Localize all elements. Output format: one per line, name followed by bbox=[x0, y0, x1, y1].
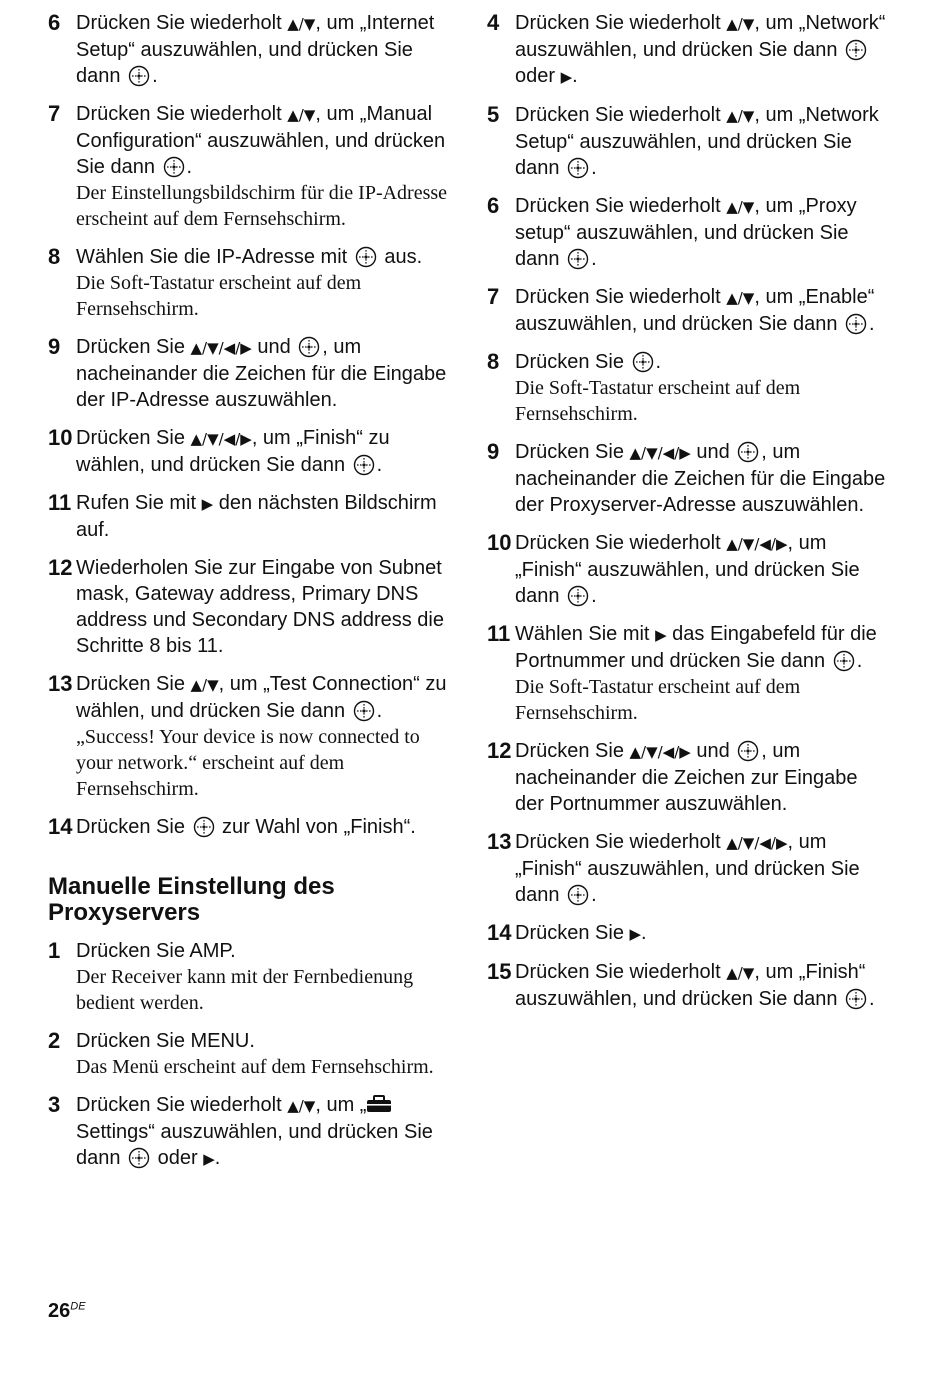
step-note: Die Soft-Tastatur erscheint auf dem Fernsehschirm. bbox=[515, 676, 801, 724]
enter-button-icon bbox=[567, 248, 589, 270]
step-12 bbox=[487, 738, 887, 817]
step-number: 9 bbox=[487, 439, 500, 464]
step-number: 13 bbox=[48, 671, 73, 696]
enter-button-icon bbox=[567, 157, 589, 179]
step-instruction: Rufen Sie mit ▶ den nächsten Bildschirm auf. bbox=[76, 492, 437, 541]
step-instruction: Drücken Sie ▲/▼, um „Test Connection“ zu wählen, und drücken Sie dann . bbox=[76, 673, 447, 722]
step-instruction: Drücken Sie wiederholt ▲/▼/◀/▶, um „Finish“ auszuwählen, und drücken Sie dann . bbox=[515, 831, 860, 906]
step-15 bbox=[487, 959, 887, 1012]
step-instruction: Drücken Sie wiederholt ▲/▼/◀/▶, um „Finish“ auszuwählen, und drücken Sie dann . bbox=[515, 532, 860, 607]
arrow-buttons-icon: ▲/▼/◀/▶ bbox=[726, 535, 788, 553]
step-9 bbox=[487, 439, 887, 518]
page-number bbox=[48, 1300, 86, 1323]
step-note: Der Receiver kann mit der Fernbedienung bedient werden. bbox=[76, 966, 414, 1014]
step-14 bbox=[487, 920, 887, 947]
enter-button-icon bbox=[128, 65, 150, 87]
enter-button-icon bbox=[567, 884, 589, 906]
step-2 bbox=[48, 1028, 448, 1080]
arrow-buttons-icon: ▲/▼/◀/▶ bbox=[629, 743, 691, 761]
enter-button-icon bbox=[845, 313, 867, 335]
step-note: Die Soft-Tastatur erscheint auf dem Fernsehschirm. bbox=[515, 377, 801, 425]
step-number: 7 bbox=[487, 284, 500, 309]
step-10 bbox=[48, 425, 448, 478]
step-number: 11 bbox=[48, 490, 72, 515]
step-list-proxy-start bbox=[48, 938, 448, 1172]
arrow-buttons-icon: ▲/▼ bbox=[726, 198, 755, 216]
enter-button-icon bbox=[355, 246, 377, 268]
step-6 bbox=[48, 10, 448, 89]
step-note: Das Menü erscheint auf dem Fernsehschirm. bbox=[76, 1056, 434, 1078]
step-number: 13 bbox=[487, 829, 512, 854]
left-column bbox=[48, 10, 448, 1184]
step-number: 6 bbox=[48, 10, 61, 35]
step-12 bbox=[48, 555, 448, 659]
step-8 bbox=[487, 349, 887, 427]
step-10 bbox=[487, 530, 887, 609]
step-3 bbox=[48, 1092, 448, 1172]
enter-button-icon bbox=[567, 585, 589, 607]
page-number-suffix: DE bbox=[70, 1300, 86, 1313]
step-number: 10 bbox=[487, 530, 512, 555]
arrow-buttons-icon: ▶ bbox=[560, 68, 573, 86]
step-6 bbox=[487, 193, 887, 272]
step-number: 12 bbox=[48, 555, 73, 580]
arrow-buttons-icon: ▲/▼/◀/▶ bbox=[190, 339, 252, 357]
step-11 bbox=[487, 621, 887, 726]
step-instruction: Wählen Sie mit ▶ das Eingabefeld für die Portnummer und drücken Sie dann . bbox=[515, 623, 877, 672]
step-instruction: Drücken Sie AMP. bbox=[76, 940, 236, 962]
step-note: Die Soft-Tastatur erscheint auf dem Fernsehschirm. bbox=[76, 272, 362, 320]
arrow-buttons-icon: ▶ bbox=[203, 1150, 215, 1168]
step-number: 15 bbox=[487, 959, 512, 984]
step-instruction: Drücken Sie wiederholt ▲/▼, um „ Settings“ auszuwählen, und drücken Sie dann oder ▶. bbox=[76, 1094, 433, 1169]
step-number: 8 bbox=[48, 244, 61, 269]
enter-button-icon bbox=[128, 1147, 150, 1169]
step-number: 7 bbox=[48, 101, 61, 126]
step-instruction: Drücken Sie . bbox=[515, 351, 662, 373]
step-instruction: Drücken Sie ▶. bbox=[515, 922, 647, 944]
step-number: 14 bbox=[487, 920, 512, 945]
enter-button-icon bbox=[833, 650, 855, 672]
step-instruction: Drücken Sie wiederholt ▲/▼, um „Finish“ auszuwählen, und drücken Sie dann . bbox=[515, 961, 875, 1010]
step-instruction: Drücken Sie wiederholt ▲/▼, um „Network Setup“ auszuwählen, und drücken Sie dann . bbox=[515, 104, 879, 179]
arrow-buttons-icon: ▲/▼ bbox=[190, 676, 219, 694]
arrow-buttons-icon: ▶ bbox=[201, 495, 214, 513]
step-number: 2 bbox=[48, 1028, 61, 1053]
step-number: 4 bbox=[487, 10, 500, 35]
step-13 bbox=[487, 829, 887, 908]
step-5 bbox=[487, 102, 887, 181]
enter-button-icon bbox=[353, 454, 375, 476]
enter-button-icon bbox=[353, 700, 375, 722]
step-instruction: Drücken Sie wiederholt ▲/▼, um „Enable“ auszuwählen, und drücken Sie dann . bbox=[515, 286, 875, 335]
toolbox-icon bbox=[366, 1095, 392, 1113]
step-instruction: Drücken Sie wiederholt ▲/▼, um „Proxy setup“ auszuwählen, und drücken Sie dann . bbox=[515, 195, 857, 270]
step-instruction: Drücken Sie wiederholt ▲/▼, um „Network“ auszuwählen, und drücken Sie dann oder ▶. bbox=[515, 12, 886, 87]
enter-button-icon bbox=[193, 816, 215, 838]
step-note: Der Einstellungsbildschirm für die IP-Adresse erscheint auf dem Fernsehschirm. bbox=[76, 182, 448, 230]
step-instruction: Drücken Sie ▲/▼/◀/▶ und , um nacheinander die Zeichen für die Eingabe der IP-Adresse auszuwählen. bbox=[76, 336, 447, 411]
step-13 bbox=[48, 671, 448, 802]
step-list-proxy-continued bbox=[487, 10, 887, 1012]
step-7 bbox=[48, 101, 448, 232]
arrow-buttons-icon: ▲/▼ bbox=[287, 1097, 316, 1115]
step-note: „Success! Your device is now connected to your network.“ erscheint auf dem Fernsehschirm. bbox=[76, 726, 420, 800]
step-number: 8 bbox=[487, 349, 500, 374]
section-heading: Manuelle Einstellung des Proxyservers bbox=[48, 873, 335, 926]
arrow-buttons-icon: ▲/▼ bbox=[726, 15, 755, 33]
step-number: 6 bbox=[487, 193, 500, 218]
step-instruction: Drücken Sie MENU. bbox=[76, 1030, 255, 1052]
step-11 bbox=[48, 490, 448, 543]
step-number: 10 bbox=[48, 425, 73, 450]
step-number: 5 bbox=[487, 102, 500, 127]
arrow-buttons-icon: ▲/▼ bbox=[726, 107, 755, 125]
arrow-buttons-icon: ▲/▼ bbox=[287, 15, 316, 33]
arrow-buttons-icon: ▲/▼/◀/▶ bbox=[629, 444, 691, 462]
arrow-buttons-icon: ▲/▼ bbox=[726, 289, 755, 307]
step-instruction: Drücken Sie ▲/▼/◀/▶ und , um nacheinander die Zeichen zur Eingabe der Portnummer auszuwählen. bbox=[515, 740, 858, 815]
page-number-value: 26 bbox=[48, 1300, 71, 1322]
arrow-buttons-icon: ▲/▼ bbox=[287, 106, 316, 124]
enter-button-icon bbox=[632, 351, 654, 373]
step-14 bbox=[48, 814, 448, 840]
step-instruction: Drücken Sie zur Wahl von „Finish“. bbox=[76, 816, 416, 838]
step-number: 14 bbox=[48, 814, 73, 839]
step-9 bbox=[48, 334, 448, 413]
step-number: 11 bbox=[487, 621, 511, 646]
step-number: 1 bbox=[48, 938, 61, 963]
step-instruction: Drücken Sie ▲/▼/◀/▶, um „Finish“ zu wählen, und drücken Sie dann . bbox=[76, 427, 390, 476]
step-instruction: Drücken Sie ▲/▼/◀/▶ und , um nacheinander die Zeichen für die Eingabe der Proxyserver-Adresse auszuwählen. bbox=[515, 441, 886, 516]
step-instruction: Drücken Sie wiederholt ▲/▼, um „Internet Setup“ auszuwählen, und drücken Sie dann . bbox=[76, 12, 435, 87]
step-instruction: Wählen Sie die IP-Adresse mit aus. bbox=[76, 246, 423, 268]
enter-button-icon bbox=[737, 740, 759, 762]
right-column bbox=[487, 10, 887, 1024]
enter-button-icon bbox=[737, 441, 759, 463]
enter-button-icon bbox=[845, 39, 867, 61]
arrow-buttons-icon: ▶ bbox=[629, 925, 642, 943]
enter-button-icon bbox=[845, 988, 867, 1010]
step-1 bbox=[48, 938, 448, 1016]
step-list-network bbox=[48, 10, 448, 840]
step-7 bbox=[487, 284, 887, 337]
step-8 bbox=[48, 244, 448, 322]
arrow-buttons-icon: ▲/▼/◀/▶ bbox=[190, 430, 252, 448]
arrow-buttons-icon: ▶ bbox=[655, 626, 667, 644]
step-instruction: Drücken Sie wiederholt ▲/▼, um „Manual Configuration“ auszuwählen, und drücken Sie dann . bbox=[76, 103, 446, 178]
step-4 bbox=[487, 10, 887, 90]
enter-button-icon bbox=[298, 336, 320, 358]
arrow-buttons-icon: ▲/▼ bbox=[726, 964, 755, 982]
step-number: 3 bbox=[48, 1092, 61, 1117]
step-number: 9 bbox=[48, 334, 61, 359]
arrow-buttons-icon: ▲/▼/◀/▶ bbox=[726, 834, 788, 852]
step-instruction: Wiederholen Sie zur Eingabe von Subnet mask, Gateway address, Primary DNS address und Secondary DNS address die Schritte 8 bis 11. bbox=[76, 557, 444, 657]
step-number: 12 bbox=[487, 738, 512, 763]
enter-button-icon bbox=[163, 156, 185, 178]
